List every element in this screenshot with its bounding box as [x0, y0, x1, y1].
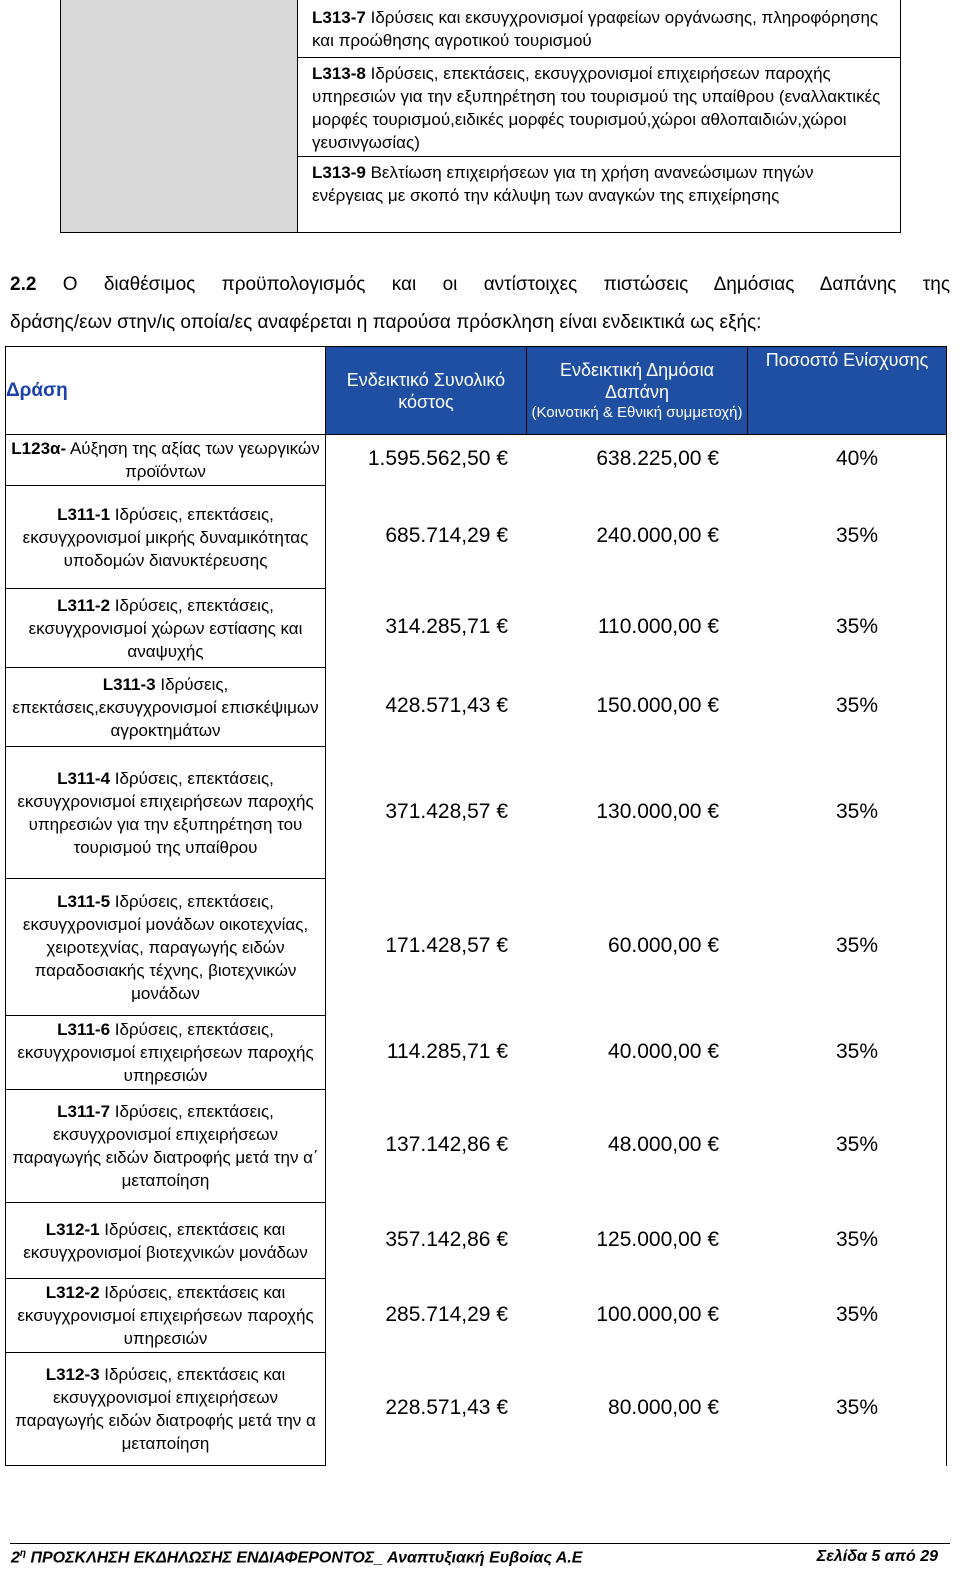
public-spend-value: 240.000,00	[596, 524, 702, 547]
table-header-row	[6, 347, 947, 435]
row-action	[6, 435, 326, 486]
public-spend	[608, 934, 719, 958]
public-spend	[596, 694, 719, 718]
row-code: L311-6	[57, 1020, 111, 1039]
public-spend-value: 80.000,00	[608, 1396, 702, 1419]
euro-sign: €	[496, 1396, 508, 1419]
row-code: L311-3	[102, 674, 156, 694]
euro-sign: €	[496, 1227, 508, 1251]
euro-sign: €	[707, 799, 719, 823]
row-values-wrap	[326, 1090, 946, 1203]
total-cost-value: 371.428,57	[385, 799, 491, 823]
row-values	[326, 1016, 947, 1090]
public-spend-value: 40.000,00	[608, 1039, 702, 1063]
euro-sign: €	[496, 934, 508, 957]
public-spend-value: 60.000,00	[608, 934, 702, 957]
top-table-text-cell	[298, 0, 900, 232]
aid-rate-value: 40%	[835, 447, 878, 471]
aid-rate-value: 35%	[835, 1133, 878, 1156]
row-code: L311-2	[57, 595, 111, 615]
total-cost-value: 685.714,29	[385, 524, 491, 547]
table-row	[6, 668, 947, 747]
aid-rate-value: 35%	[835, 1396, 878, 1419]
row-values	[326, 1203, 947, 1279]
total-cost-value: 285.714,29	[385, 1302, 491, 1326]
aid-rate	[836, 1303, 878, 1327]
euro-sign: €	[496, 799, 508, 823]
euro-sign: €	[496, 694, 508, 717]
euro-sign: €	[707, 524, 719, 547]
aid-rate	[836, 447, 878, 471]
footer-num: 2	[11, 1549, 20, 1567]
footer-sup: η	[19, 1548, 27, 1559]
row-values	[326, 879, 947, 1016]
public-spend	[608, 1040, 719, 1064]
row-text: Ιδρύσεις, επεκτάσεις, εκσυγχρονισμοί επιχειρήσεων παραγωγής ειδών διατροφής μετά την α΄ μεταποίηση	[12, 1102, 319, 1190]
total-cost-value: 228.571,43	[385, 1396, 491, 1419]
aid-rate-value: 35%	[835, 1039, 878, 1063]
total-cost	[385, 1228, 508, 1252]
aid-rate	[836, 1396, 878, 1420]
aid-rate-value: 35%	[835, 934, 878, 957]
euro-sign: €	[496, 1302, 508, 1326]
table-row	[6, 589, 947, 668]
row-code: L311-5	[57, 891, 111, 911]
public-spend-value: 100.000,00	[596, 1302, 702, 1326]
table-row	[6, 1016, 947, 1090]
row-text: Ιδρύσεις, επεκτάσεις και εκσυγχρονισμοί βιοτεχνικών μονάδων	[23, 1219, 308, 1262]
row-values-wrap	[326, 747, 946, 879]
row-text: Ιδρύσεις, επεκτάσεις και εκσυγχρονισμοί επιχειρήσεων παροχής υπηρεσιών	[17, 1283, 314, 1348]
row-values-wrap	[326, 1353, 946, 1466]
aid-rate	[836, 1228, 878, 1252]
row-action	[6, 1090, 326, 1203]
total-cost	[385, 1133, 508, 1157]
section-number: 2.2	[10, 274, 37, 295]
euro-sign: €	[707, 615, 719, 638]
euro-sign: €	[707, 1133, 719, 1156]
top-item-code: L313-8	[312, 64, 366, 83]
row-code: L311-7	[57, 1102, 111, 1121]
total-cost-value: 171.428,57	[385, 934, 491, 957]
intro-text-1: Ο διαθέσιμος προϋπολογισμός και οι αντίστοιχες πιστώσεις Δημόσιας Δαπάνης της	[36, 274, 950, 295]
row-values	[326, 1353, 947, 1466]
footer-text: ΠΡΟΣΚΛΗΣΗ ΕΚΔΗΛΩΣΗΣ ΕΝΔΙΑΦΕΡΟΝΤΟΣ_ Αναπτυξιακή Ευβοίας Α.Ε	[26, 1549, 583, 1567]
row-values	[326, 589, 947, 668]
total-cost	[385, 524, 508, 548]
row-action	[6, 486, 326, 589]
aid-rate-value: 35%	[835, 615, 878, 638]
row-values-wrap	[326, 486, 946, 589]
row-values-wrap	[326, 668, 946, 747]
row-values	[326, 486, 947, 589]
total-cost	[368, 447, 508, 471]
table-row	[6, 1203, 947, 1279]
public-spend-value: 110.000,00	[597, 615, 702, 638]
row-text: Ιδρύσεις, επεκτάσεις, εκσυγχρονισμοί μονάδων οικοτεχνίας, χειροτεχνίας, παραγωγής ειδών παραδοσιακής τέχνης, βιοτεχνικών μονάδων	[22, 891, 309, 1003]
aid-rate-value: 35%	[835, 1302, 878, 1326]
aid-rate-value: 35%	[835, 524, 878, 547]
intro-line-1	[10, 271, 950, 299]
row-values	[326, 668, 947, 747]
top-item-code: L313-9	[312, 163, 366, 182]
public-spend-value: 48.000,00	[608, 1133, 702, 1156]
intro-line-2: δράσης/εων στην/ις οποία/ες αναφέρεται η παρούσα πρόσκληση είναι ενδεικτικά ως εξής:	[10, 312, 762, 333]
euro-sign: €	[707, 1039, 719, 1063]
euro-sign: €	[496, 615, 508, 638]
page-number: Σελίδα 5 από 29	[816, 1548, 938, 1565]
total-cost-value: 1.595.562,50	[367, 447, 491, 471]
total-cost	[385, 694, 508, 718]
total-cost	[385, 934, 508, 958]
aid-rate-value: 35%	[835, 799, 878, 823]
euro-sign: €	[496, 1133, 508, 1156]
public-spend	[608, 1396, 719, 1420]
top-item-text: Ιδρύσεις και εκσυγχρονισμοί γραφείων οργάνωσης, πληροφόρησης και προώθησης αγροτικού τουρισμού	[312, 8, 879, 50]
row-code: L312-3	[45, 1365, 100, 1384]
aid-rate	[836, 615, 878, 639]
top-table	[60, 0, 901, 233]
table-row	[6, 1090, 947, 1203]
public-spend-value: 638.225,00	[596, 447, 702, 471]
row-code: L311-4	[57, 768, 111, 788]
aid-rate-value: 35%	[835, 694, 878, 717]
row-code: L123α-	[11, 439, 67, 458]
row-action	[6, 1279, 326, 1353]
row-text: Ιδρύσεις, επεκτάσεις, εκσυγχρονισμοί χώρων εστίασης και αναψυχής	[28, 595, 303, 661]
row-values	[326, 1090, 947, 1203]
row-code: L312-2	[45, 1283, 100, 1302]
total-cost-value: 357.142,86	[385, 1227, 491, 1251]
row-values-wrap	[326, 589, 946, 668]
public-spend	[596, 524, 719, 548]
aid-rate	[836, 934, 878, 958]
public-spend-value: 125.000,00	[596, 1227, 702, 1251]
header-public-spend	[527, 347, 748, 435]
table-row	[6, 879, 947, 1016]
top-item-l313-9	[298, 157, 900, 211]
top-table-blank-cell	[61, 0, 298, 232]
euro-sign: €	[707, 1396, 719, 1419]
total-cost-value: 137.142,86	[385, 1133, 491, 1156]
row-action	[6, 747, 326, 879]
row-text: Ιδρύσεις, επεκτάσεις,εκσυγχρονισμοί επισκέψιμων αγροκτημάτων	[12, 674, 319, 740]
row-text: Ιδρύσεις, επεκτάσεις, εκσυγχρονισμοί επιχειρήσεων παροχής υπηρεσιών	[17, 1020, 314, 1085]
row-action	[6, 879, 326, 1016]
euro-sign: €	[496, 447, 508, 471]
public-spend	[596, 1303, 719, 1327]
total-cost	[385, 800, 508, 824]
row-values	[326, 435, 947, 486]
total-cost	[385, 1303, 508, 1327]
euro-sign: €	[496, 1039, 508, 1063]
budget-table	[5, 346, 947, 1466]
public-spend-value: 130.000,00	[596, 799, 702, 823]
row-values	[326, 747, 947, 879]
total-cost-value: 428.571,43	[385, 694, 491, 717]
top-item-text: Ιδρύσεις, επεκτάσεις, εκσυγχρονισμοί επιχειρήσεων παροχής υπηρεσιών για την εξυπηρέτηση του τουρισμού της υπαίθρου (εναλλακτικές μορφές τουρισμού,ειδικές μορφές τουρισμού,χώροι αθλοπαιδιών,χώροι γευσινγωσίας)	[312, 64, 881, 152]
row-text: Ιδρύσεις, επεκτάσεις, εκσυγχρονισμοί μικρής δυναμικότητας υποδομών διανυκτέρευσης	[22, 504, 309, 570]
header-rate: Ποσοστό Ενίσχυσης	[748, 347, 947, 435]
footer-divider	[10, 1543, 950, 1544]
public-spend	[598, 615, 719, 639]
header-public-spend-title: Ενδεικτική Δημόσια Δαπάνη	[559, 359, 715, 402]
public-spend	[596, 447, 719, 471]
total-cost-value: 114.285,71	[386, 1039, 491, 1063]
aid-rate	[836, 694, 878, 718]
top-item-text: Βελτίωση επιχειρήσεων για τη χρήση ανανεώσιμων πηγών ενέργειας με σκοπό την κάλυψη των αναγκών της επιχείρησης	[312, 163, 814, 205]
euro-sign: €	[707, 694, 719, 717]
table-row	[6, 1353, 947, 1466]
row-text: Ιδρύσεις, επεκτάσεις, εκσυγχρονισμοί επιχειρήσεων παροχής υπηρεσιών για την εξυπηρέτηση του τουρισμού της υπαίθρου	[17, 768, 314, 857]
top-item-code: L313-7	[312, 8, 366, 27]
row-code: L311-1	[57, 504, 111, 524]
row-values-wrap	[326, 1017, 946, 1088]
euro-sign: €	[707, 447, 719, 471]
row-text: Ιδρύσεις, επεκτάσεις και εκσυγχρονισμοί επιχειρήσεων παραγωγής ειδών διατροφής μετά την α μεταποίηση	[15, 1365, 316, 1453]
row-action	[6, 589, 326, 668]
total-cost	[385, 1396, 508, 1420]
header-action: Δράση	[6, 347, 326, 435]
euro-sign: €	[707, 1227, 719, 1251]
euro-sign: €	[707, 934, 719, 957]
footer-title	[11, 1548, 582, 1567]
table-row	[6, 435, 947, 486]
table-row	[6, 486, 947, 589]
aid-rate	[836, 524, 878, 548]
public-spend	[596, 800, 719, 824]
row-action	[6, 1353, 326, 1466]
public-spend	[608, 1133, 719, 1157]
header-total-cost: Ενδεικτικό Συνολικό κόστος	[326, 347, 527, 435]
row-action	[6, 1203, 326, 1279]
euro-sign: €	[707, 1302, 719, 1326]
table-row	[6, 747, 947, 879]
aid-rate	[836, 1040, 878, 1064]
row-action	[6, 1016, 326, 1090]
row-code: L312-1	[45, 1219, 100, 1239]
total-cost	[387, 1040, 508, 1064]
total-cost-value: 314.285,71	[385, 615, 491, 638]
row-action	[6, 668, 326, 747]
header-public-spend-sub: (Κοινοτική & Εθνική συμμετοχή)	[531, 403, 743, 421]
euro-sign: €	[496, 524, 508, 547]
table-row	[6, 1279, 947, 1353]
total-cost	[385, 615, 508, 639]
public-spend-value: 150.000,00	[596, 694, 702, 717]
top-item-l313-7	[298, 2, 900, 56]
row-text: Αύξηση της αξίας των γεωργικών προϊόντων	[66, 439, 320, 481]
top-item-l313-8	[298, 58, 900, 158]
row-values-wrap	[326, 1280, 946, 1351]
row-values-wrap	[326, 436, 946, 485]
aid-rate-value: 35%	[835, 1227, 878, 1251]
public-spend	[596, 1228, 719, 1252]
aid-rate	[836, 1133, 878, 1157]
row-values-wrap	[326, 879, 946, 1016]
aid-rate	[836, 800, 878, 824]
row-values	[326, 1279, 947, 1353]
row-values-wrap	[326, 1203, 946, 1279]
